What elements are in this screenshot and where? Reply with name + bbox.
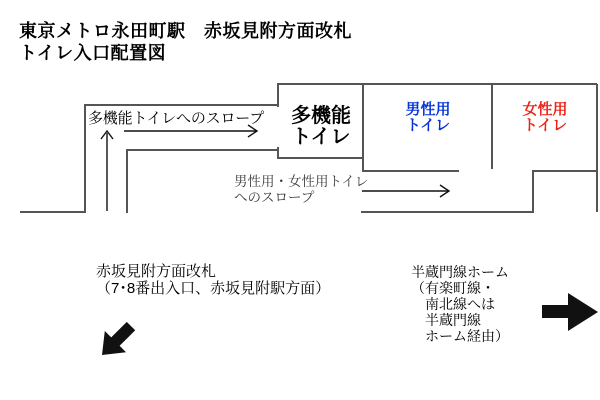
platform-label-line3: 南北線へは <box>411 296 495 312</box>
arrow-right-head <box>568 293 598 331</box>
platform-label-line2: （有楽町線・ <box>411 280 495 296</box>
arrow-down-left-shape <box>102 322 135 355</box>
mens-toilet-line1: 男性用 <box>405 101 451 118</box>
mens-womens-slope-label <box>234 174 368 205</box>
mens-toilet-label <box>364 102 492 134</box>
gate-label-line1: 赤坂見附方面改札 <box>96 263 217 280</box>
multi-function-toilet-line1: 多機能 <box>291 105 351 127</box>
multi-toilet-slope-label: 多機能トイレへのスロープ <box>88 110 265 127</box>
mens-womens-slope-line1: 男性用・女性用トイレ <box>234 174 369 189</box>
womens-toilet-label <box>493 102 597 134</box>
akasaka-mitsuke-gate-label <box>96 263 330 297</box>
page-title-line2: トイレ入口配置図 <box>19 43 167 63</box>
arrow-down-left-icon <box>99 316 137 358</box>
page-title-line1: 東京メトロ永田町駅 赤坂見附方面改札 <box>19 21 352 41</box>
arrow-right-icon <box>542 293 598 331</box>
womens-toilet-line1: 女性用 <box>522 101 568 118</box>
gate-label-line2: （7･8番出入口、赤坂見附駅方面） <box>96 280 331 297</box>
hanzomon-platform-label <box>411 264 509 344</box>
arrow-right-shaft <box>542 305 570 318</box>
mens-womens-slope-line2: へのスロープ <box>234 189 315 205</box>
mens-toilet-line2: トイレ <box>405 117 451 134</box>
platform-label-line4: 半蔵門線 <box>411 312 481 328</box>
platform-label-line1: 半蔵門線ホーム <box>411 264 509 280</box>
multi-function-toilet-label <box>279 106 363 148</box>
multi-function-toilet-line2: トイレ <box>291 126 351 148</box>
platform-label-line5: ホーム経由） <box>411 328 509 344</box>
womens-toilet-line2: トイレ <box>522 117 568 134</box>
